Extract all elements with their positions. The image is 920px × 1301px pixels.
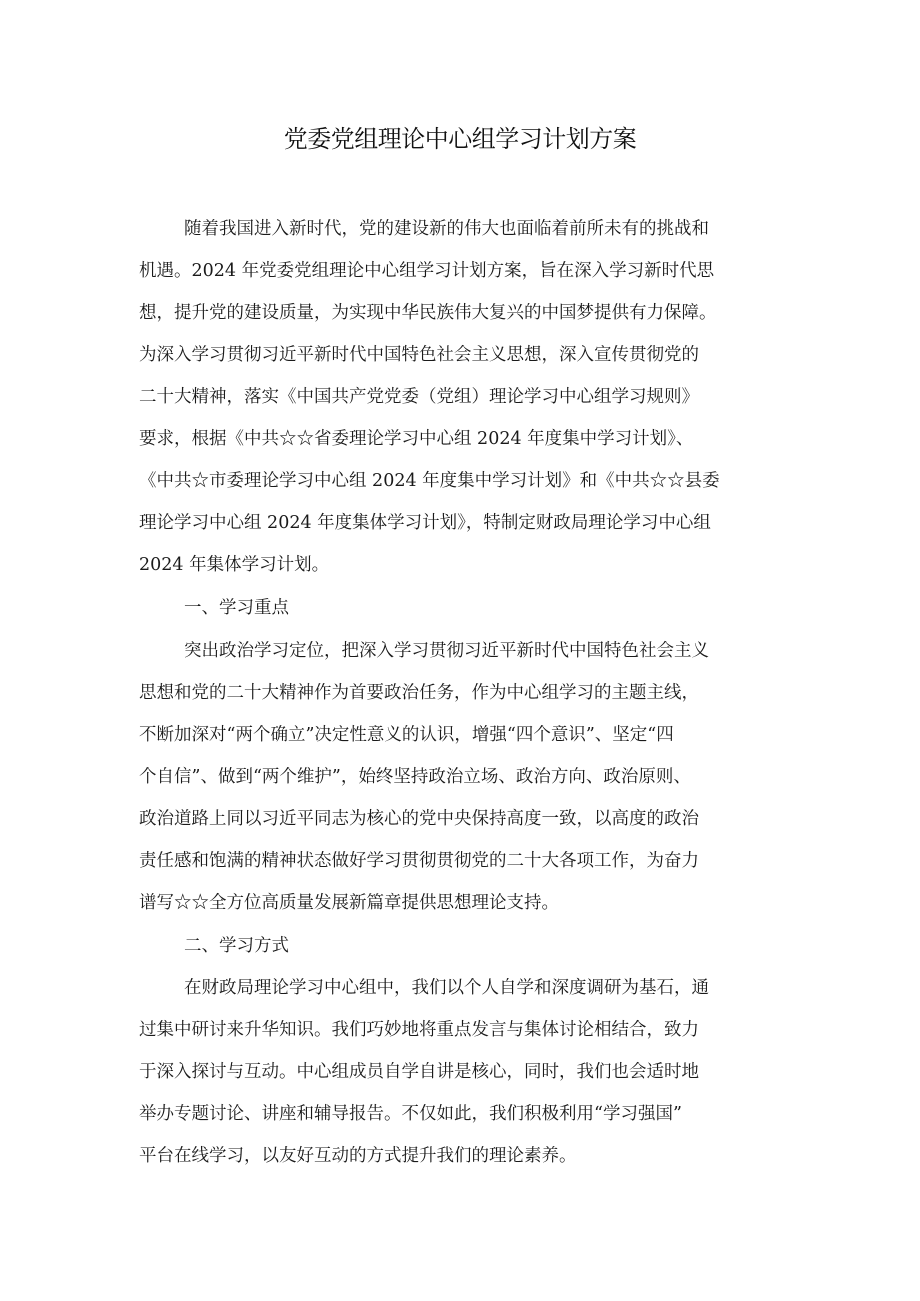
intro-line: 理论学习中心组 2024 年度集体学习计划》，特制定财政局理论学习中心组	[139, 513, 711, 533]
section2-line: 过集中研讨来升华知识。我们巧妙地将重点发言与集体讨论相结合，致力	[139, 1020, 699, 1040]
intro-line: 机遇。2024 年党委党组理论中心组学习计划方案，旨在深入学习新时代思	[139, 261, 715, 281]
intro-line: 2024 年集体学习计划。	[139, 555, 330, 575]
section2-line: 举办专题讨论、讲座和辅导报告。不仅如此，我们积极利用“学习强国”	[139, 1104, 682, 1124]
intro-line: 随着我国进入新时代，党的建设新的伟大也面临着前所未有的挑战和	[184, 219, 709, 239]
section1-line: 思想和党的二十大精神作为首要政治任务，作为中心组学习的主题主线，	[139, 683, 699, 703]
intro-line: 想，提升党的建设质量，为实现中华民族伟大复兴的中国梦提供有力保障。	[139, 303, 717, 323]
section1-line: 突出政治学习定位，把深入学习贯彻习近平新时代中国特色社会主义	[184, 641, 709, 661]
intro-line: 为深入学习贯彻习近平新时代中国特色社会主义思想，深入宣传贯彻党的	[139, 345, 699, 365]
section-heading: 二、学习方式	[184, 936, 289, 956]
section1-line: 政治道路上同以习近平同志为核心的党中央保持高度一致，以高度的政治	[139, 809, 699, 829]
intro-line: 二十大精神，落实《中国共产党党委（党组）理论学习中心组学习规则》	[139, 387, 699, 407]
document-title: 党委党组理论中心组学习计划方案	[283, 125, 637, 153]
section1-line: 责任感和饱满的精神状态做好学习贯彻贯彻党的二十大各项工作，为奋力	[139, 851, 699, 871]
section-heading: 一、学习重点	[184, 598, 289, 618]
section1-line: 个自信”、做到“两个维护”，始终坚持政治立场、政治方向、政治原则、	[139, 767, 691, 787]
intro-line: 要求，根据《中共☆☆省委理论学习中心组 2024 年度集中学习计划》、	[139, 429, 694, 449]
intro-line: 《中共☆市委理论学习中心组 2024 年度集中学习计划》和《中共☆☆县委	[139, 471, 720, 491]
section2-line: 在财政局理论学习中心组中，我们以个人自学和深度调研为基石，通	[184, 978, 709, 998]
section2-line: 平台在线学习，以友好互动的方式提升我们的理论素养。	[139, 1146, 577, 1166]
section1-line: 谱写☆☆全方位高质量发展新篇章提供思想理论支持。	[139, 893, 559, 913]
section1-line: 不断加深对“两个确立”决定性意义的认识，增强“四个意识”、坚定“四	[139, 725, 674, 745]
section2-line: 于深入探讨与互动。中心组成员自学自讲是核心，同时，我们也会适时地	[139, 1062, 699, 1082]
